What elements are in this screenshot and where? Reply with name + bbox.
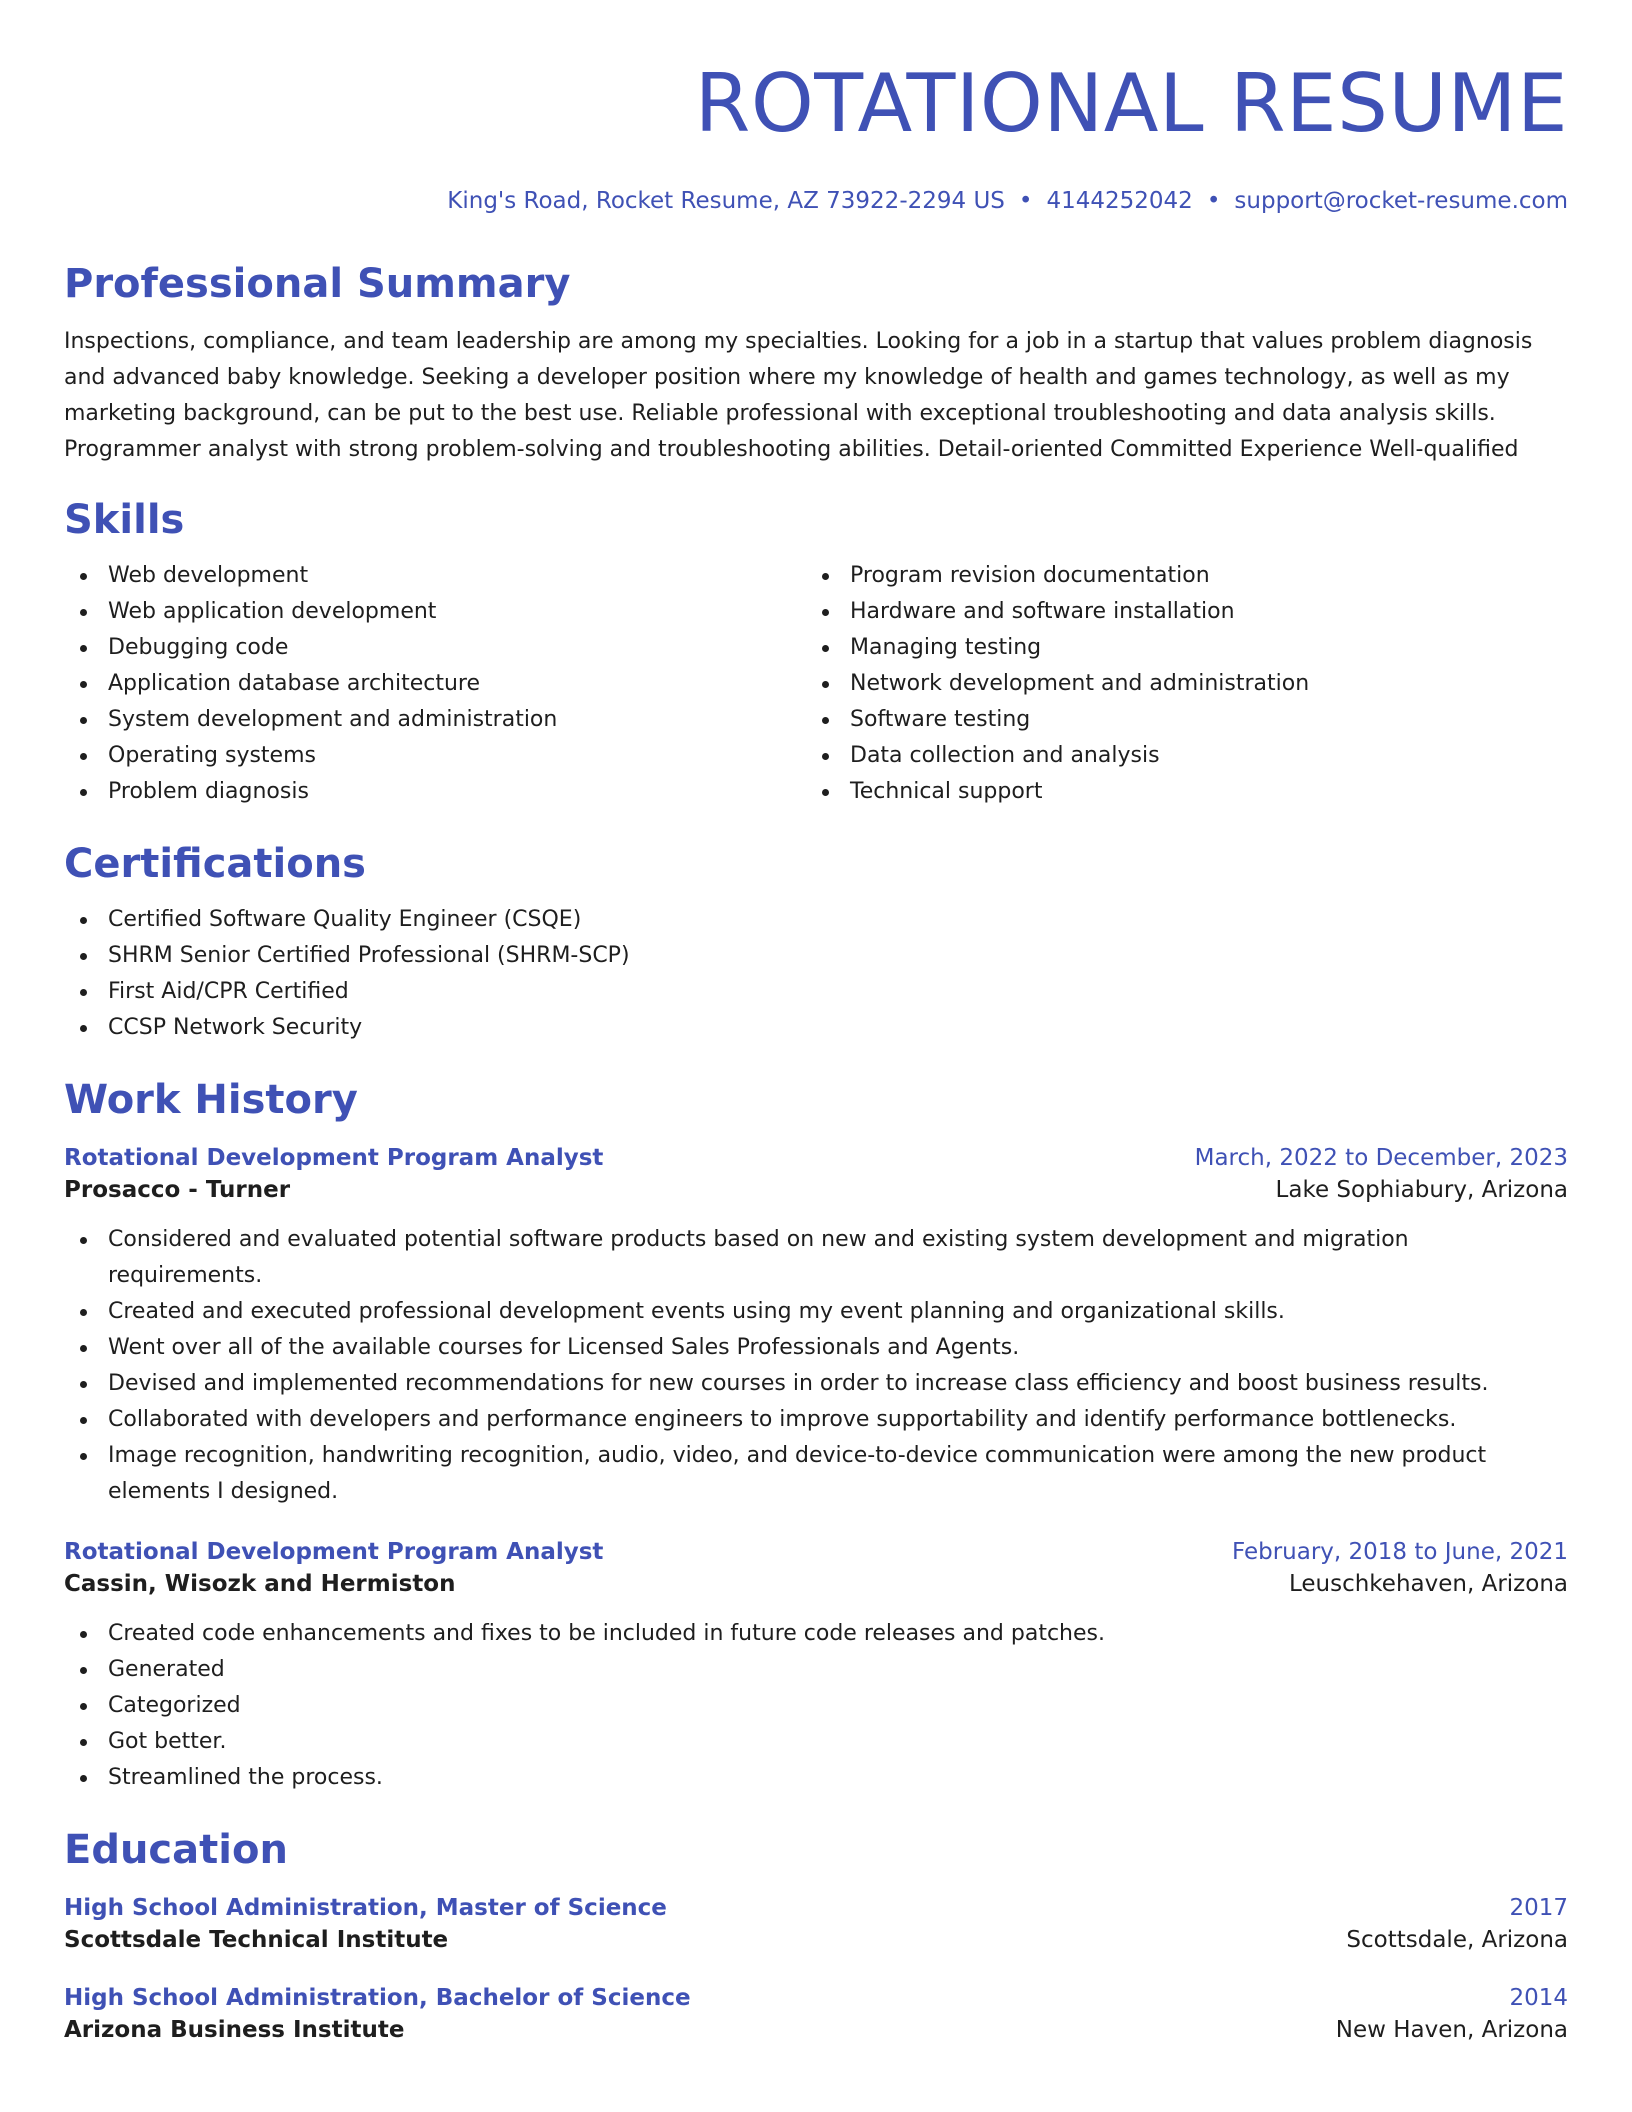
job-bullet: Generated bbox=[64, 1652, 1568, 1688]
education-location: Scottsdale, Arizona bbox=[1346, 1927, 1568, 1953]
education-degree: High School Administration, Bachelor of Science bbox=[64, 1985, 691, 2011]
education-school: Arizona Business Institute bbox=[64, 2017, 405, 2043]
skill-item: Hardware and software installation bbox=[806, 594, 1548, 630]
education-degree-row bbox=[64, 1892, 1568, 1924]
summary-text: Inspections, compliance, and team leadership are among my specialties. Looking for a job in a startup that values problem diagnosis and advanced baby knowledge. Seeking a developer position where my knowledge of health and games technology, as well as my marketing background, can be put to the best use. Reliable professional with exceptional troubleshooting and data analysis skills. Programmer analyst with strong problem-solving and troubleshooting abilities. Detail-oriented Committed Experience Well-qualified bbox=[64, 329, 1533, 462]
certification-item: First Aid/CPR Certified bbox=[64, 974, 1568, 1010]
education-school-row bbox=[64, 2014, 1568, 2046]
job-dates: March, 2022 to December, 2023 bbox=[1194, 1145, 1568, 1171]
resume-header bbox=[64, 0, 1568, 216]
skill-item: Web application development bbox=[64, 594, 806, 630]
contact-line bbox=[64, 186, 1568, 216]
skill-item: Application database architecture bbox=[64, 666, 806, 702]
skill-item: Managing testing bbox=[806, 630, 1548, 666]
job-bullet: Streamlined the process. bbox=[64, 1760, 1568, 1796]
skills-column-left bbox=[64, 558, 806, 810]
certifications-list bbox=[64, 902, 1568, 1046]
job-bullet: Created code enhancements and fixes to be included in future code releases and patches. bbox=[64, 1616, 1568, 1652]
skills-column-right bbox=[806, 558, 1548, 810]
job-bullet: Went over all of the available courses for Licensed Sales Professionals and Agents. bbox=[64, 1330, 1568, 1366]
certification-item: Certified Software Quality Engineer (CSQE) bbox=[64, 902, 1568, 938]
certification-item: CCSP Network Security bbox=[64, 1010, 1568, 1046]
job-bullet: Categorized bbox=[64, 1688, 1568, 1724]
education-year: 2014 bbox=[1509, 1985, 1568, 2011]
job-title: Rotational Development Program Analyst bbox=[64, 1539, 604, 1565]
job-location: Lake Sophiabury, Arizona bbox=[1275, 1177, 1568, 1203]
job-company: Prosacco - Turner bbox=[64, 1177, 291, 1203]
education-school-row bbox=[64, 1924, 1568, 1956]
education-year: 2017 bbox=[1509, 1895, 1568, 1921]
education-school: Scottsdale Technical Institute bbox=[64, 1927, 449, 1953]
education-location: New Haven, Arizona bbox=[1335, 2017, 1568, 2043]
skill-item: Operating systems bbox=[64, 738, 806, 774]
contact-phone: 4144252042 bbox=[1046, 188, 1193, 214]
education-degree-row bbox=[64, 1982, 1568, 2014]
education-heading: Education bbox=[64, 1827, 288, 1873]
certification-item: SHRM Senior Certified Professional (SHRM-SCP) bbox=[64, 938, 1568, 974]
skill-item: Software testing bbox=[806, 702, 1548, 738]
contact-separator: • bbox=[1018, 188, 1033, 214]
job-company: Cassin, Wisozk and Hermiston bbox=[64, 1571, 456, 1597]
skill-item: Technical support bbox=[806, 774, 1548, 810]
candidate-name: ROTATIONAL RESUME bbox=[694, 57, 1568, 150]
education-entry bbox=[64, 1982, 1568, 2046]
work-history-heading: Work History bbox=[64, 1077, 358, 1123]
skill-item: Problem diagnosis bbox=[64, 774, 806, 810]
job-bullets bbox=[64, 1616, 1568, 1796]
certifications-heading: Certifications bbox=[64, 841, 366, 887]
skill-item: Web development bbox=[64, 558, 806, 594]
job-location: Leuschkehaven, Arizona bbox=[1288, 1571, 1568, 1597]
skill-item: Data collection and analysis bbox=[806, 738, 1548, 774]
job-bullet: Got better. bbox=[64, 1724, 1568, 1760]
contact-separator: • bbox=[1206, 188, 1221, 214]
skill-item: Network development and administration bbox=[806, 666, 1548, 702]
skill-item: System development and administration bbox=[64, 702, 806, 738]
job-entry bbox=[64, 1142, 1568, 1510]
job-title: Rotational Development Program Analyst bbox=[64, 1145, 604, 1171]
job-company-row bbox=[64, 1568, 1568, 1600]
skill-item: Program revision documentation bbox=[806, 558, 1548, 594]
education-entry bbox=[64, 1892, 1568, 1956]
job-bullets bbox=[64, 1222, 1568, 1510]
job-entry bbox=[64, 1536, 1568, 1796]
job-bullet: Collaborated with developers and performance engineers to improve supportability and identify performance bottlenecks. bbox=[64, 1402, 1568, 1438]
contact-address: King's Road, Rocket Resume, AZ 73922-2294 US bbox=[447, 188, 1005, 214]
job-bullet: Image recognition, handwriting recognition, audio, video, and device-to-device communication were among the new product elements I designed. bbox=[64, 1438, 1568, 1510]
summary-heading: Professional Summary bbox=[64, 261, 571, 307]
job-bullet: Created and executed professional development events using my event planning and organizational skills. bbox=[64, 1294, 1568, 1330]
skills-grid bbox=[64, 558, 1568, 810]
job-bullet: Considered and evaluated potential software products based on new and existing system development and migration requirements. bbox=[64, 1222, 1568, 1294]
job-title-row bbox=[64, 1142, 1568, 1174]
skills-heading: Skills bbox=[64, 497, 185, 543]
skill-item: Debugging code bbox=[64, 630, 806, 666]
job-bullet: Devised and implemented recommendations for new courses in order to increase class efficiency and boost business results. bbox=[64, 1366, 1568, 1402]
job-company-row bbox=[64, 1174, 1568, 1206]
job-title-row bbox=[64, 1536, 1568, 1568]
education-degree: High School Administration, Master of Science bbox=[64, 1895, 667, 1921]
job-dates: February, 2018 to June, 2021 bbox=[1231, 1539, 1568, 1565]
contact-email: support@rocket-resume.com bbox=[1234, 188, 1568, 214]
